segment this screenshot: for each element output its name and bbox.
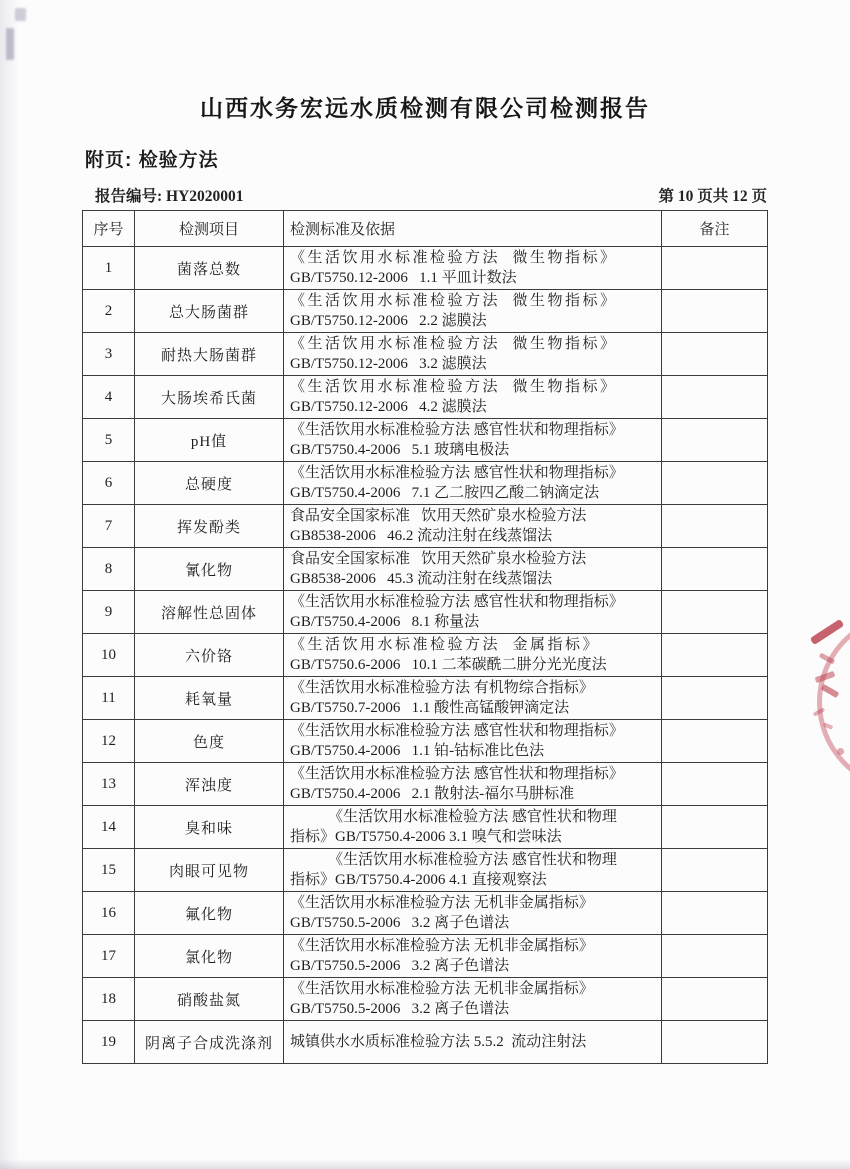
standard-line: 《生活饮用水标准检验方法 感官性状和物理指标》 — [290, 594, 624, 610]
row-no-cell: 10 — [83, 634, 135, 677]
standard-line: GB/T5750.4-2006 8.1 称量法 — [290, 614, 480, 630]
row-no-cell: 7 — [83, 505, 135, 548]
standard-cell — [284, 677, 662, 720]
remark-cell — [662, 376, 768, 419]
standard-cell — [284, 634, 662, 677]
scan-smudge — [15, 8, 26, 21]
remark-cell — [662, 978, 768, 1021]
item-cell: 总硬度 — [135, 462, 284, 505]
item-cell: 阴离子合成洗涤剂 — [135, 1021, 284, 1064]
standard-line: 《生活饮用水标准检验方法 感官性状和物理指标》 — [290, 723, 624, 739]
stamp-fragment — [815, 671, 836, 683]
standard-line: GB/T5750.6-2006 10.1 二苯碳酰二肼分光光度法 — [290, 657, 607, 673]
scan-smudge — [6, 28, 14, 60]
standard-line: 食品安全国家标准 饮用天然矿泉水检验方法 — [290, 551, 587, 567]
item-cell: 氟化物 — [135, 892, 284, 935]
report-number: 报告编号: HY2020001 — [95, 188, 244, 205]
row-no-cell: 19 — [83, 1021, 135, 1064]
remark-cell — [662, 290, 768, 333]
table-row — [83, 333, 768, 376]
standard-line: GB/T5750.4-2006 5.1 玻璃电极法 — [290, 442, 510, 458]
row-no-cell: 5 — [83, 419, 135, 462]
row-no-cell: 2 — [83, 290, 135, 333]
standard-line: GB/T5750.12-2006 4.2 滤膜法 — [290, 399, 487, 415]
row-no-cell: 12 — [83, 720, 135, 763]
table-row — [83, 720, 768, 763]
standard-cell — [284, 591, 662, 634]
standard-cell — [284, 462, 662, 505]
standard-cell — [284, 849, 662, 892]
item-cell: 硝酸盐氮 — [135, 978, 284, 1021]
item-cell: 氯化物 — [135, 935, 284, 978]
scan-edge-bottom — [0, 1159, 850, 1169]
standard-cell — [284, 1021, 662, 1064]
standard-line: 《生活饮用水标准检验方法 无机非金属指标》 — [290, 938, 594, 954]
row-no-cell: 6 — [83, 462, 135, 505]
table-row — [83, 462, 768, 505]
remark-cell — [662, 849, 768, 892]
table-row — [83, 763, 768, 806]
item-cell: pH值 — [135, 419, 284, 462]
item-cell: 氰化物 — [135, 548, 284, 591]
table-row — [83, 1021, 768, 1064]
table-row — [83, 247, 768, 290]
item-cell: 挥发酚类 — [135, 505, 284, 548]
item-cell: 臭和味 — [135, 806, 284, 849]
table-row — [83, 806, 768, 849]
item-cell: 耗氧量 — [135, 677, 284, 720]
remark-cell — [662, 247, 768, 290]
standard-line: 《生活饮用水标准检验方法 微生物指标》 — [290, 379, 618, 395]
standard-line: 《生活饮用水标准检验方法 无机非金属指标》 — [290, 981, 594, 997]
standard-line: GB/T5750.12-2006 1.1 平皿计数法 — [290, 270, 517, 286]
standard-cell — [284, 892, 662, 935]
methods-table — [82, 210, 768, 1064]
stamp-fragment — [819, 653, 835, 665]
stamp-ring-arc — [817, 612, 850, 792]
remark-cell — [662, 763, 768, 806]
standard-line: 《生活饮用水标准检验方法 感官性状和物理 — [328, 809, 617, 825]
standard-line: GB8538-2006 45.3 流动注射在线蒸馏法 — [290, 571, 553, 587]
item-cell: 色度 — [135, 720, 284, 763]
table-row — [83, 290, 768, 333]
stamp-fragment — [813, 707, 825, 716]
standard-line: 城镇供水水质标准检验方法 5.5.2 流动注射法 — [290, 1034, 587, 1050]
standard-line: GB8538-2006 46.2 流动注射在线蒸馏法 — [290, 528, 553, 544]
remark-cell — [662, 806, 768, 849]
standard-line: GB/T5750.5-2006 3.2 离子色谱法 — [290, 958, 510, 974]
row-no-cell: 16 — [83, 892, 135, 935]
table-row — [83, 548, 768, 591]
remark-cell — [662, 935, 768, 978]
item-cell: 肉眼可见物 — [135, 849, 284, 892]
table-row — [83, 849, 768, 892]
remark-cell — [662, 892, 768, 935]
table-header-row — [83, 211, 768, 247]
table-row — [83, 419, 768, 462]
standard-line: GB/T5750.7-2006 1.1 酸性高锰酸钾滴定法 — [290, 700, 570, 716]
row-no-cell: 3 — [83, 333, 135, 376]
remark-cell — [662, 591, 768, 634]
table-row — [83, 892, 768, 935]
standard-line: 《生活饮用水标准检验方法 无机非金属指标》 — [290, 895, 594, 911]
header-no: 序号 — [83, 211, 135, 247]
standard-cell — [284, 935, 662, 978]
row-no-cell: 9 — [83, 591, 135, 634]
standard-cell — [284, 419, 662, 462]
standard-line: GB/T5750.5-2006 3.2 离子色谱法 — [290, 1001, 510, 1017]
header-standard: 检测标准及依据 — [284, 211, 662, 247]
stamp-stroke — [810, 619, 845, 645]
row-no-cell: 13 — [83, 763, 135, 806]
standard-cell — [284, 978, 662, 1021]
standard-line: GB/T5750.4-2006 1.1 铂-钴标准比色法 — [290, 743, 545, 759]
standard-line: 《生活饮用水标准检验方法 感官性状和物理指标》 — [290, 422, 624, 438]
standard-line: GB/T5750.5-2006 3.2 离子色谱法 — [290, 915, 510, 931]
scan-edge-left — [0, 0, 20, 1169]
row-no-cell: 11 — [83, 677, 135, 720]
page-subtitle: 附页: 检验方法 — [85, 150, 219, 171]
standard-cell — [284, 290, 662, 333]
table-row — [83, 634, 768, 677]
item-cell: 总大肠菌群 — [135, 290, 284, 333]
table-row — [83, 376, 768, 419]
standard-cell — [284, 505, 662, 548]
standard-line: GB/T5750.4-2006 2.1 散射法-福尔马肼标准 — [290, 786, 575, 802]
stamp-fragment — [823, 722, 834, 729]
standard-line: 《生活饮用水标准检验方法 微生物指标》 — [290, 250, 618, 266]
page-title: 山西水务宏远水质检测有限公司检测报告 — [200, 95, 650, 121]
standard-line: 食品安全国家标准 饮用天然矿泉水检验方法 — [290, 508, 587, 524]
item-cell: 溶解性总固体 — [135, 591, 284, 634]
header-remark: 备注 — [662, 211, 768, 247]
header-item: 检测项目 — [135, 211, 284, 247]
page-indicator: 第 10 页共 12 页 — [658, 188, 767, 205]
remark-cell — [662, 462, 768, 505]
standard-line: 《生活饮用水标准检验方法 有机物综合指标》 — [290, 680, 594, 696]
standard-cell — [284, 247, 662, 290]
remark-cell — [662, 1021, 768, 1064]
table-row — [83, 591, 768, 634]
item-cell: 大肠埃希氏菌 — [135, 376, 284, 419]
standard-cell — [284, 763, 662, 806]
table-row — [83, 677, 768, 720]
standard-cell — [284, 548, 662, 591]
remark-cell — [662, 677, 768, 720]
standard-line: GB/T5750.12-2006 2.2 滤膜法 — [290, 313, 487, 329]
remark-cell — [662, 634, 768, 677]
standard-line: 《生活饮用水标准检验方法 感官性状和物理 — [328, 852, 617, 868]
row-no-cell: 4 — [83, 376, 135, 419]
item-cell: 浑浊度 — [135, 763, 284, 806]
row-no-cell: 8 — [83, 548, 135, 591]
standard-cell — [284, 333, 662, 376]
remark-cell — [662, 505, 768, 548]
remark-cell — [662, 548, 768, 591]
table-row — [83, 505, 768, 548]
standard-line: 《生活饮用水标准检验方法 微生物指标》 — [290, 293, 618, 309]
row-no-cell: 15 — [83, 849, 135, 892]
row-no-cell: 1 — [83, 247, 135, 290]
table-row — [83, 978, 768, 1021]
stamp-fragment — [821, 684, 840, 698]
row-no-cell: 18 — [83, 978, 135, 1021]
standard-line: 《生活饮用水标准检验方法 感官性状和物理指标》 — [290, 766, 624, 782]
item-cell: 六价铬 — [135, 634, 284, 677]
table-row — [83, 935, 768, 978]
standard-cell — [284, 376, 662, 419]
remark-cell — [662, 419, 768, 462]
meta-row — [95, 184, 767, 206]
stamp-fragment — [837, 748, 844, 755]
standard-line: GB/T5750.4-2006 7.1 乙二胺四乙酸二钠滴定法 — [290, 485, 600, 501]
item-cell: 耐热大肠菌群 — [135, 333, 284, 376]
remark-cell — [662, 333, 768, 376]
standard-cell — [284, 720, 662, 763]
row-no-cell: 14 — [83, 806, 135, 849]
row-no-cell: 17 — [83, 935, 135, 978]
standard-line: 《生活饮用水标准检验方法 金属指标》 — [290, 637, 601, 653]
standard-line: 指标》GB/T5750.4-2006 4.1 直接观察法 — [290, 872, 547, 888]
standard-line: GB/T5750.12-2006 3.2 滤膜法 — [290, 356, 487, 372]
standard-line: 指标》GB/T5750.4-2006 3.1 嗅气和尝味法 — [290, 829, 562, 845]
red-stamp — [795, 612, 850, 772]
standard-cell — [284, 806, 662, 849]
remark-cell — [662, 720, 768, 763]
standard-line: 《生活饮用水标准检验方法 微生物指标》 — [290, 336, 618, 352]
item-cell: 菌落总数 — [135, 247, 284, 290]
standard-line: 《生活饮用水标准检验方法 感官性状和物理指标》 — [290, 465, 624, 481]
